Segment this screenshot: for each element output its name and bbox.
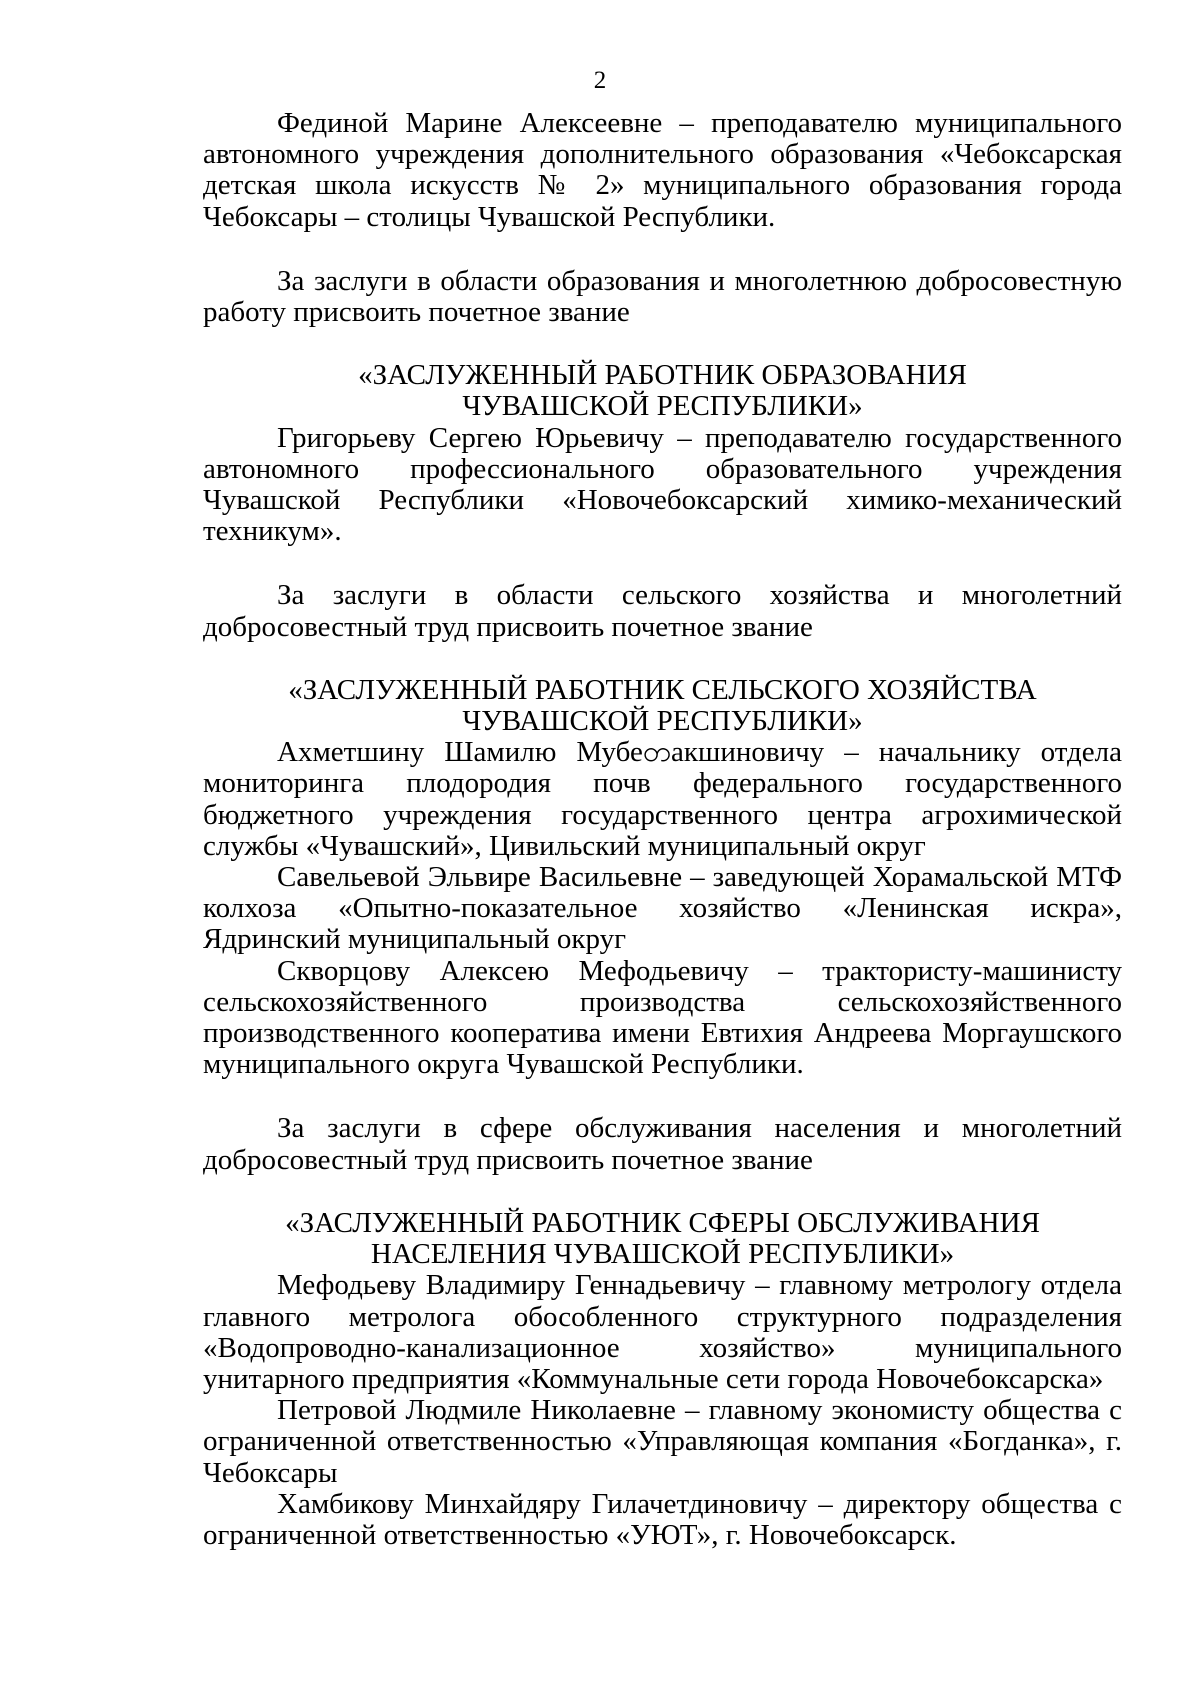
spacer xyxy=(203,328,1122,360)
spacer xyxy=(203,1176,1122,1208)
paragraph-savelyeva: Савельевой Эльвире Васильевне – заведующей Хорамальской МТФ колхоза «Опытно-показательное хозяйство «Ленинская искра», Ядринский муниципальный округ xyxy=(203,861,1122,956)
paragraph-fedina: Фединой Марине Алексеевне – преподавателю муниципального автономного учреждения дополнительного образования «Чебоксарская детская школа искусств № 2» муниципального образования города Чебоксары – столицы Чувашской Республики. xyxy=(203,107,1122,233)
paragraph-intro-agriculture: За заслуги в области сельского хозяйства и многолетний добросовестный труд присвоить почетное звание xyxy=(203,579,1122,643)
award-title-line: «ЗАСЛУЖЕННЫЙ РАБОТНИК ОБРАЗОВАНИЯ xyxy=(358,359,967,392)
award-title-line: «ЗАСЛУЖЕННЫЙ РАБОТНИК СФЕРЫ ОБСЛУЖИВАНИЯ xyxy=(285,1206,1040,1239)
spacer xyxy=(203,643,1122,675)
award-title-line: НАСЕЛЕНИЯ ЧУВАШСКОЙ РЕСПУБЛИКИ» xyxy=(370,1238,955,1271)
award-title-line: ЧУВАШСКОЙ РЕСПУБЛИКИ» xyxy=(462,705,863,738)
paragraph-khambikov: Хамбикову Минхайдяру Гилачетдиновичу – директору общества с ограниченной ответственностью «УЮТ», г. Новочебоксарск. xyxy=(203,1487,1122,1551)
paragraph-intro-services: За заслуги в сфере обслуживания населения и многолетний добросовестный труд присвоить почетное звание xyxy=(203,1112,1122,1176)
spacer xyxy=(203,547,1122,580)
paragraph-grigoriev: Григорьеву Сергею Юрьевичу – преподавателю государственного автономного профессионального образовательного учреждения Чувашской Республики «Новочебоксарский химико-механический техникум». xyxy=(203,421,1122,548)
document-body xyxy=(203,108,1122,1551)
award-title-education xyxy=(203,360,1122,422)
page-number: 2 xyxy=(593,67,607,94)
paragraph-mefodyev: Мефодьеву Владимиру Геннадьевичу – главному метрологу отдела главного метролога обособленного структурного подразделения «Водопроводно-канализационное хозяйство» муниципального унитарного предприятия «Коммунальные сети города Новочебоксарска» xyxy=(203,1269,1122,1395)
paragraph-petrova: Петровой Людмиле Николаевне – главному экономисту общества с ограниченной ответственностью «Управляющая компания «Богданка», г. Чебоксары xyxy=(203,1394,1122,1489)
paragraph-intro-education: За заслуги в области образования и многолетнюю добросовестную работу присвоить почетное звание xyxy=(203,264,1122,329)
paragraph-akhmetshin: Ахметшину Шамилю Мубеတакшиновичу – начальнику отдела мониторинга плодородия почв федерального государственного бюджетного учреждения государственного центра агрохимической службы «Чувашский», Цивильский муниципальный округ xyxy=(203,736,1122,862)
award-title-agriculture xyxy=(203,675,1122,737)
paragraph-skvortsov: Скворцову Алексею Мефодьевичу – трактористу-машинисту сельскохозяйственного производства сельскохозяйственного производственного кооператива имени Евтихия Андреева Моргаушского муниципального округа Чувашской Республики. xyxy=(203,954,1122,1081)
award-title-line: «ЗАСЛУЖЕННЫЙ РАБОТНИК СЕЛЬСКОГО ХОЗЯЙСТВА xyxy=(288,673,1037,706)
award-title-line: ЧУВАШСКОЙ РЕСПУБЛИКИ» xyxy=(462,390,863,423)
spacer xyxy=(203,1080,1122,1113)
award-title-services xyxy=(203,1208,1122,1270)
spacer xyxy=(203,233,1122,266)
